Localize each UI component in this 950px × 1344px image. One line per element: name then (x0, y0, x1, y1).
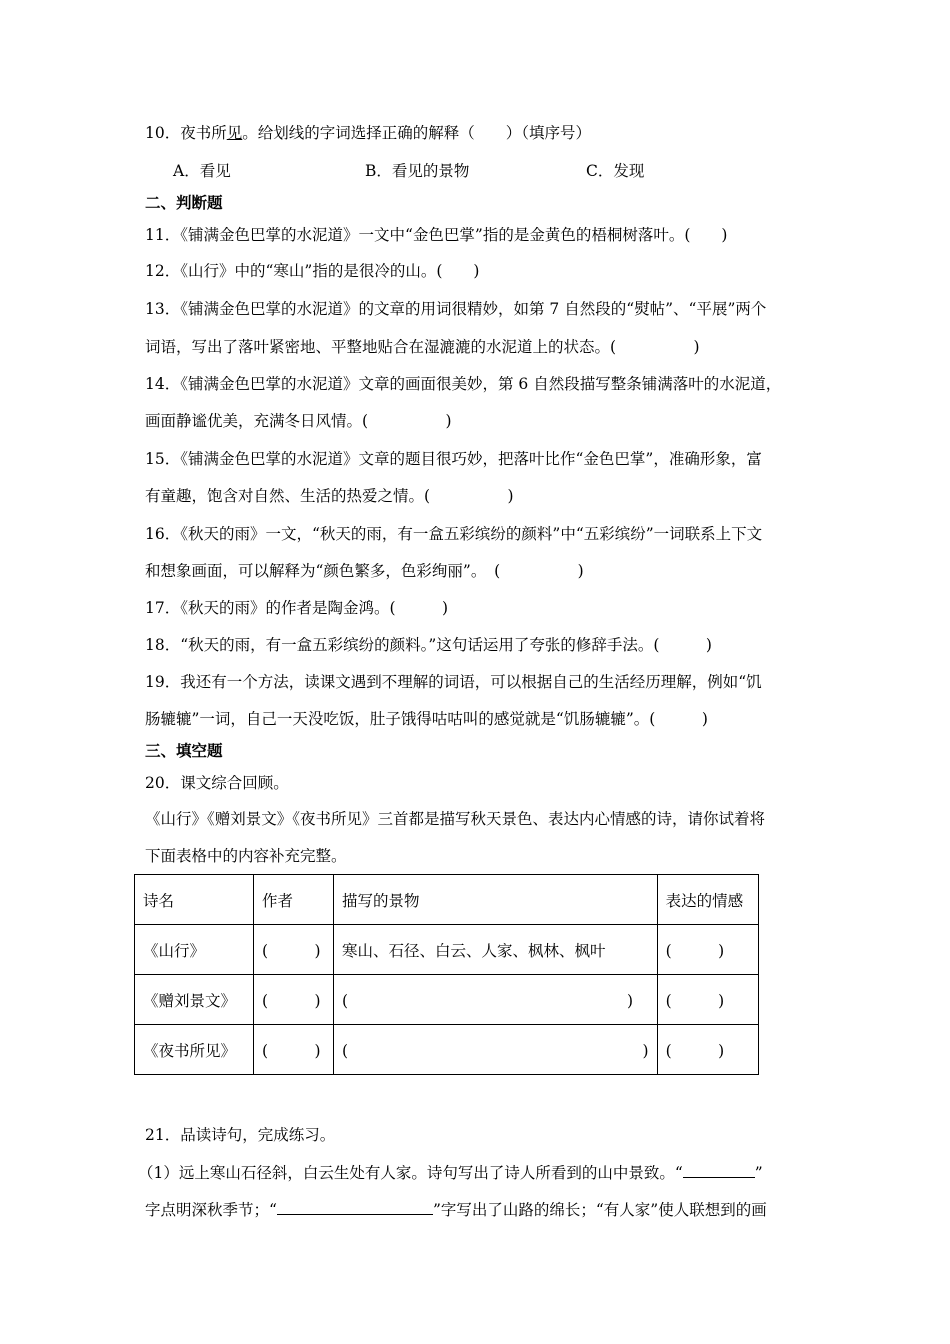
section-3-heading: 三、填空题 (145, 741, 223, 760)
poem-summary-table (134, 874, 759, 1075)
question-15-line-1: 15．《铺满金色巴掌的水泥道》文章的题目很巧妙，把落叶比作“金色巴掌”，准确形象，富 (145, 450, 762, 468)
cell-emotion-blank[interactable]: ( ) (657, 1025, 758, 1075)
cell-author-blank[interactable]: ( ) (254, 1025, 334, 1075)
table-header-row (135, 875, 759, 925)
question-14-line-1: 14．《铺满金色巴掌的水泥道》文章的画面很美妙，第 6 自然段描写整条铺满落叶的水泥道， (145, 375, 782, 393)
cell-scenery-blank[interactable]: ( ) (334, 975, 658, 1025)
cell-author-blank[interactable]: ( ) (254, 925, 334, 975)
q21-path-blank[interactable] (277, 1200, 433, 1215)
question-21-line-1 (138, 1163, 763, 1183)
q10-option-a: A．看见 (173, 162, 231, 180)
question-14-line-2: 画面静谧优美，充满冬日风情。( ) (145, 412, 452, 430)
cell-scenery: 寒山、石径、白云、人家、枫林、枫叶 (334, 925, 658, 975)
table-row (135, 975, 759, 1025)
question-18: 18．“秋天的雨，有一盒五彩缤纷的颜料。”这句话运用了夸张的修辞手法。( ) (145, 636, 712, 654)
question-20-intro-2: 下面表格中的内容补充完整。 (145, 847, 347, 865)
cell-poem-name: 《赠刘景文》 (135, 975, 254, 1025)
question-13-line-2: 词语，写出了落叶紧密地、平整地贴合在湿漉漉的水泥道上的状态。( ) (145, 338, 700, 356)
q10-option-c: C．发现 (586, 162, 645, 180)
question-20-title: 20．课文综合回顾。 (145, 774, 289, 792)
cell-poem-name: 《夜书所见》 (135, 1025, 254, 1075)
question-16-line-1: 16．《秋天的雨》一文，“秋天的雨，有一盒五彩缤纷的颜料”中“五彩缤纷”一词联系上下文 (145, 525, 763, 543)
header-scenery: 描写的景物 (334, 875, 658, 925)
question-21-title: 21．品读诗句，完成练习。 (145, 1126, 336, 1144)
cell-author-blank[interactable]: ( ) (254, 975, 334, 1025)
cell-poem-name: 《山行》 (135, 925, 254, 975)
question-19-line-1: 19．我还有一个方法，读课文遇到不理解的词语，可以根据自己的生活经历理解，例如“饥 (145, 673, 762, 691)
q21-line1-text: （1）远上寒山石径斜，白云生处有人家。诗句写出了诗人所看到的山中景致。“ (138, 1164, 683, 1182)
table-row (135, 925, 759, 975)
q10-prefix: 10．夜书所 (145, 124, 227, 142)
q21-line2-text-a: 字点明深秋季节；“ (145, 1201, 277, 1219)
q10-underlined-char: 见 (226, 124, 243, 142)
question-16-line-2: 和想象画面，可以解释为“颜色繁多，色彩绚丽”。 ( ) (145, 562, 584, 580)
question-21-line-2 (145, 1200, 767, 1220)
header-emotion: 表达的情感 (657, 875, 758, 925)
question-10 (145, 123, 591, 143)
cell-emotion-blank[interactable]: ( ) (657, 975, 758, 1025)
header-poem-name: 诗名 (135, 875, 254, 925)
q10-option-b: B．看见的景物 (365, 162, 470, 180)
question-13-line-1: 13．《铺满金色巴掌的水泥道》的文章的用词很精妙，如第 7 自然段的“熨帖”、“平展”两个 (145, 300, 767, 318)
cell-emotion-blank[interactable]: ( ) (657, 925, 758, 975)
question-20-intro-1: 《山行》《赠刘景文》《夜书所见》三首都是描写秋天景色、表达内心情感的诗，请你试着将 (145, 810, 766, 828)
question-15-line-2: 有童趣，饱含对自然、生活的热爱之情。( ) (145, 487, 514, 505)
q21-line1-quote: ” (754, 1164, 763, 1182)
table-row (135, 1025, 759, 1075)
section-2-heading: 二、判断题 (145, 193, 223, 212)
question-11: 11．《铺满金色巴掌的水泥道》一文中“金色巴掌”指的是金黄色的梧桐树落叶。( ) (145, 226, 728, 244)
question-12: 12．《山行》中的“寒山”指的是很冷的山。( ) (145, 262, 480, 280)
question-17: 17．《秋天的雨》的作者是陶金鸿。( ) (145, 599, 449, 617)
q10-suffix: 。给划线的字词选择正确的解释（ ）（填序号） (242, 124, 592, 142)
question-19-line-2: 肠辘辘”一词，自己一天没吃饭，肚子饿得咕咕叫的感觉就是“饥肠辘辘”。( ) (145, 710, 708, 728)
q21-line2-text-b: ”字写出了山路的绵长；“有人家”使人联想到的画 (432, 1201, 767, 1219)
q21-season-blank[interactable] (683, 1163, 755, 1178)
header-author: 作者 (254, 875, 334, 925)
cell-scenery-blank[interactable]: ( ) (334, 1025, 658, 1075)
